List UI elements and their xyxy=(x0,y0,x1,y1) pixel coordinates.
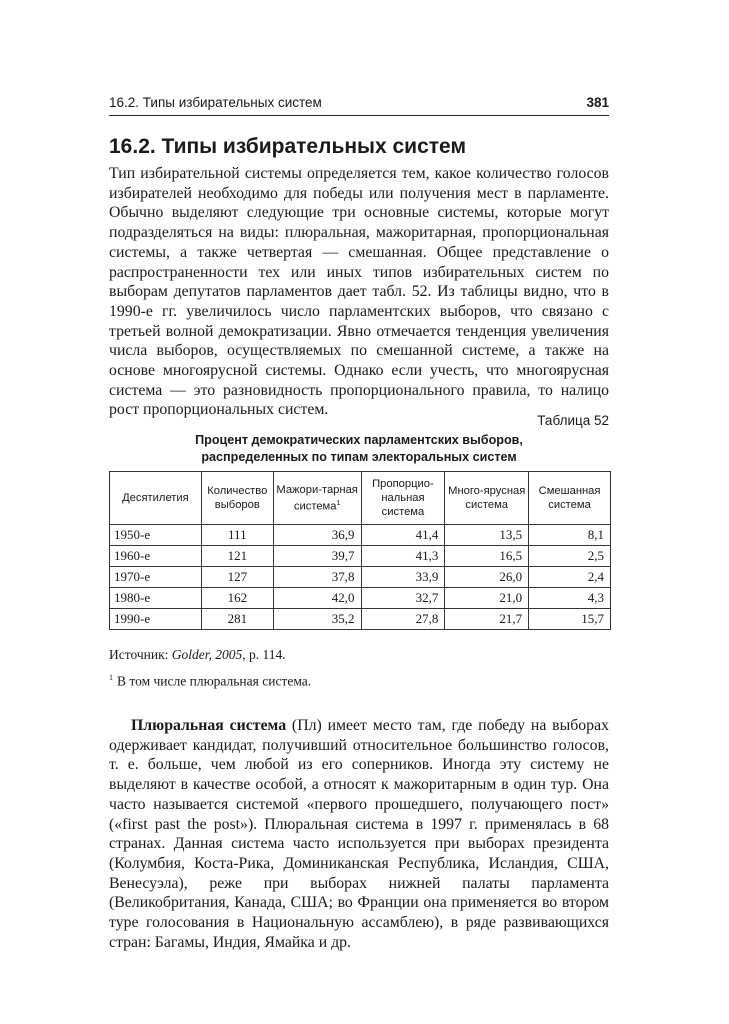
table-header-row xyxy=(110,472,611,525)
table-row xyxy=(110,609,611,630)
cell-majoritarian: 39,7 xyxy=(273,546,361,567)
table-row xyxy=(110,546,611,567)
cell-mixed: 15,7 xyxy=(529,609,611,630)
running-head-title: 16.2. Типы избирательных систем xyxy=(109,95,322,110)
cell-multitier: 13,5 xyxy=(445,525,529,546)
cell-proportional: 32,7 xyxy=(361,588,445,609)
table-label: Таблица 52 xyxy=(537,413,609,428)
plural-system-text: (Пл) имеет место там, где победу на выборах одерживает кандидат, получивший относительное большинство голосов, т. е. больше, чем любой из его соперников. Иногда эту систему не выделяют в качестве особой, а относят к мажоритарным в один тур. Она часто называется системой «первого прошедшего, получающего пост» («first past the post»). Плюральная система в 1997 г. применялась в 68 странах. Данная система часто используется при выборах президента (Колумбия, Коста-Рика, Доминиканская Республика, Исландия, США, Венесуэла), реже при выборах нижней палаты парламента (Великобритания, Канада, США; во Франции она применяется во втором туре голосования в Национальную ассамблею), в ряде развивающихся стран: Багамы, Индия, Ямайка и др. xyxy=(109,717,609,951)
electoral-systems-table xyxy=(109,471,611,630)
header-rule xyxy=(109,115,609,116)
cell-mixed: 8,1 xyxy=(529,525,611,546)
footnote-text: В том числе плюральная система. xyxy=(117,673,312,689)
cell-majoritarian: 37,8 xyxy=(273,567,361,588)
table-footnote xyxy=(109,669,609,691)
table-row xyxy=(110,525,611,546)
cell-majoritarian: 42,0 xyxy=(273,588,361,609)
cell-multitier: 21,0 xyxy=(445,588,529,609)
cell-proportional: 33,9 xyxy=(361,567,445,588)
cell-count: 111 xyxy=(201,525,273,546)
cell-majoritarian: 36,9 xyxy=(273,525,361,546)
source-prefix: Источник: xyxy=(109,647,172,662)
plural-system-term: Плюральная система xyxy=(131,717,287,734)
source-suffix: , p. 114. xyxy=(242,647,286,662)
cell-decade: 1990-е xyxy=(110,609,202,630)
cell-count: 127 xyxy=(201,567,273,588)
header-proportional: Пропорцио-нальная система xyxy=(361,472,445,525)
cell-proportional: 27,8 xyxy=(361,609,445,630)
plural-system-paragraph xyxy=(109,716,609,952)
cell-proportional: 41,3 xyxy=(361,546,445,567)
cell-majoritarian: 35,2 xyxy=(273,609,361,630)
page-number: 381 xyxy=(586,95,609,110)
cell-decade: 1980-е xyxy=(110,588,202,609)
header-decade: Десятилетия xyxy=(110,472,202,525)
cell-multitier: 21,7 xyxy=(445,609,529,630)
running-head xyxy=(109,93,609,113)
footnote-marker: 1 xyxy=(109,673,113,682)
footnote-ref: 1 xyxy=(336,499,341,507)
cell-decade: 1960-е xyxy=(110,546,202,567)
cell-mixed: 4,3 xyxy=(529,588,611,609)
table-row xyxy=(110,588,611,609)
header-count: Количество выборов xyxy=(201,472,273,525)
cell-decade: 1950-е xyxy=(110,525,202,546)
cell-count: 162 xyxy=(201,588,273,609)
table-title xyxy=(109,432,609,466)
cell-mixed: 2,5 xyxy=(529,546,611,567)
cell-decade: 1970-е xyxy=(110,567,202,588)
table-title-line-2: распределенных по типам электоральных систем xyxy=(201,450,517,464)
header-mixed: Смешанная система xyxy=(529,472,611,525)
table-title-line-1: Процент демократических парламентских выборов, xyxy=(195,433,523,447)
cell-proportional: 41,4 xyxy=(361,525,445,546)
source-reference: Golder, 2005 xyxy=(171,647,243,662)
intro-paragraph: Тип избирательной системы определяется тем, какое количество голосов избирателей необходимо для победы или получения мест в парламенте. Обычно выделяют следующие три основные системы, которые могут подразделяться на виды: плюральная, мажоритарная, пропорциональная системы, а также четвертая — смешанная. Общее представление о распространенности тех или иных типов избирательных систем по выборам депутатов парламентов дает табл. 52. Из таблицы видно, что в 1990-е гг. увеличилось число парламентских выборов, что связано с третьей волной демократизации. Явно отмечается тенденция увеличения числа выборов, осуществляемых по смешанной системе, а также на основе многоярусной системы. Однако если учесть, что многоярусная система — это разновидность пропорционального правила, то налицо рост пропорциональных систем. xyxy=(109,165,609,419)
header-majoritarian-label: Мажори-тарная система xyxy=(276,483,358,513)
cell-count: 121 xyxy=(201,546,273,567)
table-source xyxy=(109,646,609,664)
cell-count: 281 xyxy=(201,609,273,630)
cell-multitier: 16,5 xyxy=(445,546,529,567)
cell-mixed: 2,4 xyxy=(529,567,611,588)
header-majoritarian xyxy=(273,472,361,525)
header-multitier: Много-ярусная система xyxy=(445,472,529,525)
section-heading: 16.2. Типы избирательных систем xyxy=(109,135,466,158)
table-row xyxy=(110,567,611,588)
cell-multitier: 26,0 xyxy=(445,567,529,588)
